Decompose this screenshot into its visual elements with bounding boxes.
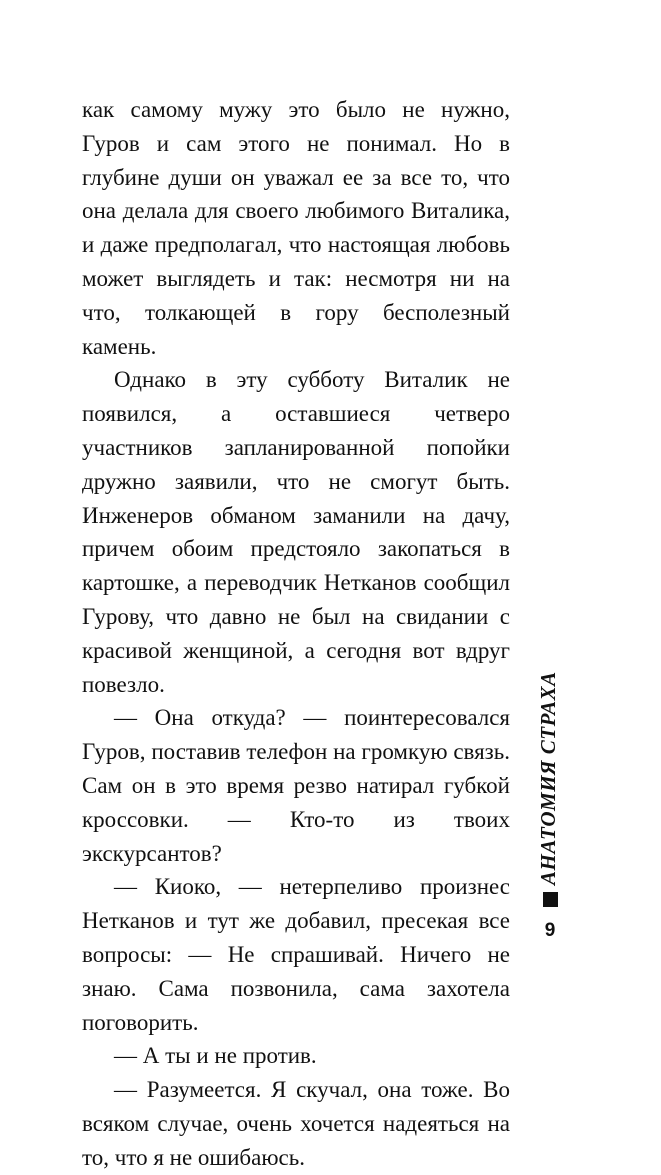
page-number: 9 <box>544 920 556 941</box>
square-marker-icon <box>543 892 558 907</box>
paragraph-6: — Разумеется. Я скучал, она тоже. Во всяком случае, очень хочется надеяться на то, что я не ошибаюсь. <box>82 1077 510 1170</box>
paragraph-2: Однако в эту субботу Виталик не появился, а оставшиеся четверо участников запланированной попойки дружно заявили, что не смогут быть. Инженеров обманом заманили на дачу, причем обоим предстояло закопаться в картошке, а переводчик Нетканов сообщил Гурову, что давно не был на свидании с красивой женщиной, а сегодня вот вдруг повезло. <box>82 367 510 697</box>
paragraph-5: — А ты и не против. <box>114 1043 317 1069</box>
body-text <box>82 93 510 1175</box>
paragraph-3: — Она откуда? — поинтересовался Гуров, поставив телефон на громкую связь. Сам он в это время резво натирал губкой кроссовки. — Кто-то из твоих экскурсантов? <box>82 705 510 866</box>
paragraph-1: как самому мужу это было не нужно, Гуров и сам этого не понимал. Но в глубине души он уважал ее за все то, что она делала для своего любимого Виталика, и даже предполагал, что настоящая любовь может выглядеть и так: несмотря ни на что, толкающей в гору бесполезный камень. <box>82 97 510 359</box>
running-title: АНАТОМИЯ СТРАХА <box>536 671 560 885</box>
paragraph-4: — Киоко, — нетерпеливо произнес Нетканов и тут же добавил, пресекая все вопросы: — Не спрашивай. Ничего не знаю. Сама позвонила, сама захотела поговорить. <box>82 874 510 1035</box>
